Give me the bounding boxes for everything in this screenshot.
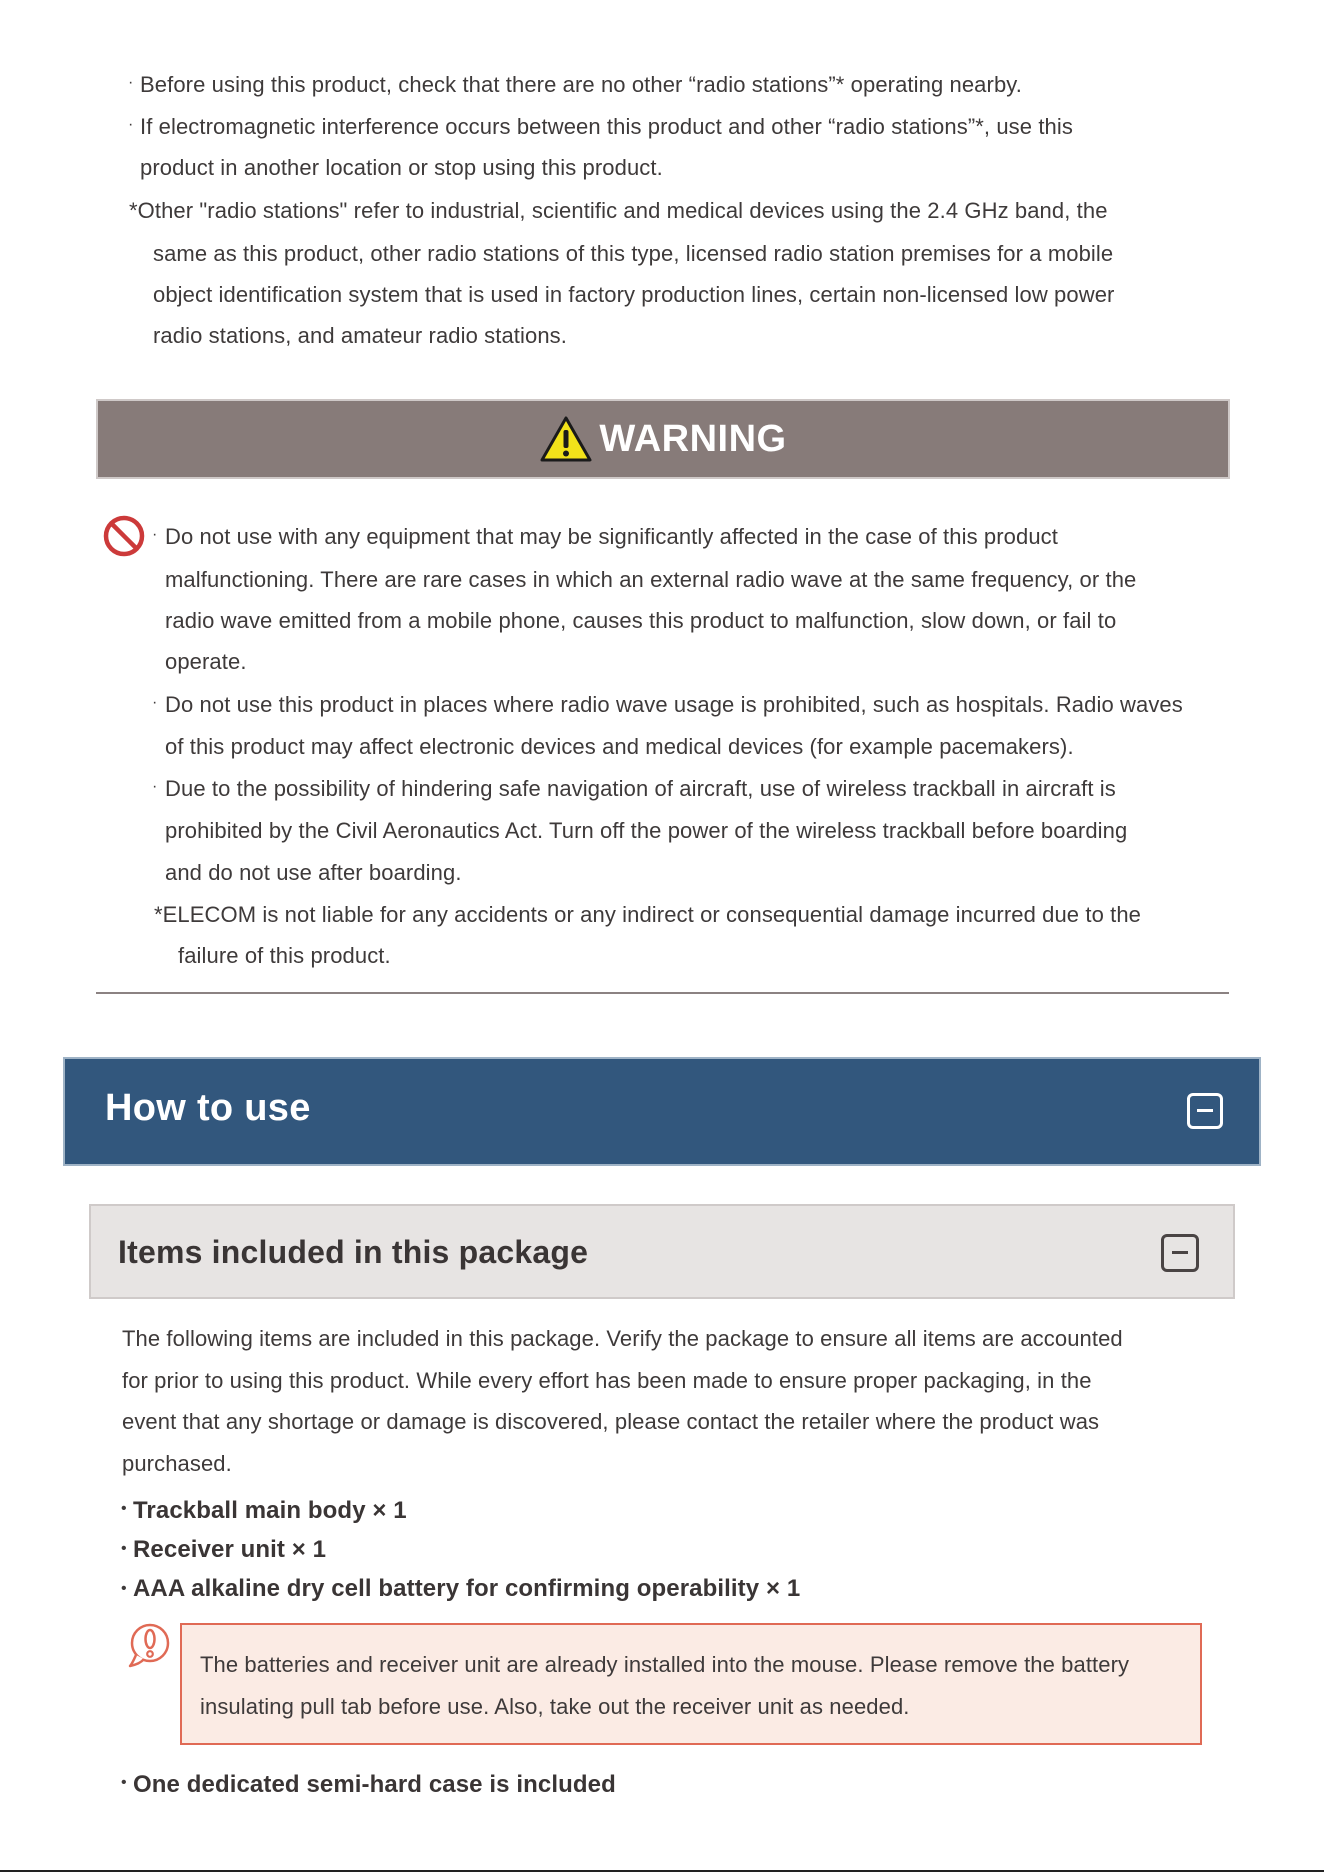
warning-line-5: Do not use this product in places where radio wave usage is prohibited, such as hospitals. Radio waves — [165, 692, 1183, 717]
bullet-dot: · — [152, 694, 158, 711]
list-item: Trackball main body × 1 — [133, 1497, 407, 1524]
warning-disclaimer-line-1: *ELECOM is not liable for any accidents or any indirect or consequential damage incurred due to the — [154, 902, 1141, 927]
how-to-use-title: How to use — [105, 1087, 311, 1129]
warning-line-2: malfunctioning. There are rare cases in which an external radio wave at the same frequency, or the — [165, 567, 1137, 592]
intro-line-1: Before using this product, check that there are no other “radio stations”* operating nearby. — [140, 72, 1022, 97]
warning-triangle-icon — [539, 415, 593, 463]
collapse-icon[interactable] — [1187, 1093, 1223, 1129]
items-description-line-3: event that any shortage or damage is discovered, please contact the retailer where the product was — [122, 1409, 1100, 1434]
bullet-dot: · — [152, 526, 158, 543]
intro-note-line-1: *Other "radio stations" refer to industrial, scientific and medical devices using the 2.4 GHz band, the — [129, 198, 1108, 223]
bullet-dot: • — [121, 1540, 127, 1557]
warning-line-6: of this product may affect electronic devices and medical devices (for example pacemakers). — [165, 734, 1074, 759]
warning-line-3: radio wave emitted from a mobile phone, causes this product to malfunction, slow down, or fail to — [165, 608, 1117, 633]
intro-note-line-4: radio stations, and amateur radio stations. — [153, 323, 567, 348]
list-item: One dedicated semi-hard case is included — [133, 1771, 616, 1798]
list-item: Receiver unit × 1 — [133, 1536, 327, 1563]
bullet-dot: • — [121, 1500, 127, 1517]
items-description-line-2: for prior to using this product. While every effort has been made to ensure proper packaging, in the — [122, 1368, 1092, 1393]
caution-icon — [128, 1622, 174, 1668]
bullet-dot: · — [152, 778, 158, 795]
intro-note-line-3: object identification system that is used in factory production lines, certain non-licensed low power — [153, 282, 1115, 307]
collapse-icon[interactable] — [1161, 1234, 1199, 1272]
warning-disclaimer-line-2: failure of this product. — [178, 943, 391, 968]
note-line-2: insulating pull tab before use. Also, take out the receiver unit as needed. — [200, 1694, 910, 1719]
intro-line-2: If electromagnetic interference occurs between this product and other “radio stations”*, use this — [140, 114, 1073, 139]
items-included-title: Items included in this package — [118, 1234, 589, 1270]
items-description-line-1: The following items are included in this package. Verify the package to ensure all items are accounted — [122, 1326, 1123, 1351]
warning-line-7: Due to the possibility of hindering safe navigation of aircraft, use of wireless trackball in aircraft is — [165, 776, 1116, 801]
warning-line-8: prohibited by the Civil Aeronautics Act. Turn off the power of the wireless trackball before boarding — [165, 818, 1128, 843]
how-to-use-header[interactable] — [63, 1057, 1261, 1166]
warning-line-1: Do not use with any equipment that may be significantly affected in the case of this product — [165, 524, 1058, 549]
section-divider — [96, 992, 1229, 994]
note-box — [180, 1623, 1202, 1745]
warning-line-4: operate. — [165, 649, 247, 674]
intro-line-3: product in another location or stop using this product. — [140, 155, 663, 180]
intro-note-line-2: same as this product, other radio stations of this type, licensed radio station premises for a mobile — [153, 241, 1114, 266]
items-included-header[interactable] — [89, 1204, 1235, 1299]
list-item: AAA alkaline dry cell battery for confirming operability × 1 — [133, 1575, 801, 1602]
bullet-dot: • — [121, 1580, 127, 1597]
items-description-line-4: purchased. — [122, 1451, 232, 1476]
warning-header — [96, 399, 1230, 479]
warning-title: WARNING — [599, 417, 787, 460]
bullet-dot: · — [128, 116, 134, 133]
prohibited-icon — [102, 514, 146, 558]
bullet-dot: · — [128, 74, 134, 91]
warning-line-9: and do not use after boarding. — [165, 860, 462, 885]
note-line-1: The batteries and receiver unit are already installed into the mouse. Please remove the battery — [200, 1652, 1130, 1677]
bullet-dot: • — [121, 1774, 127, 1791]
